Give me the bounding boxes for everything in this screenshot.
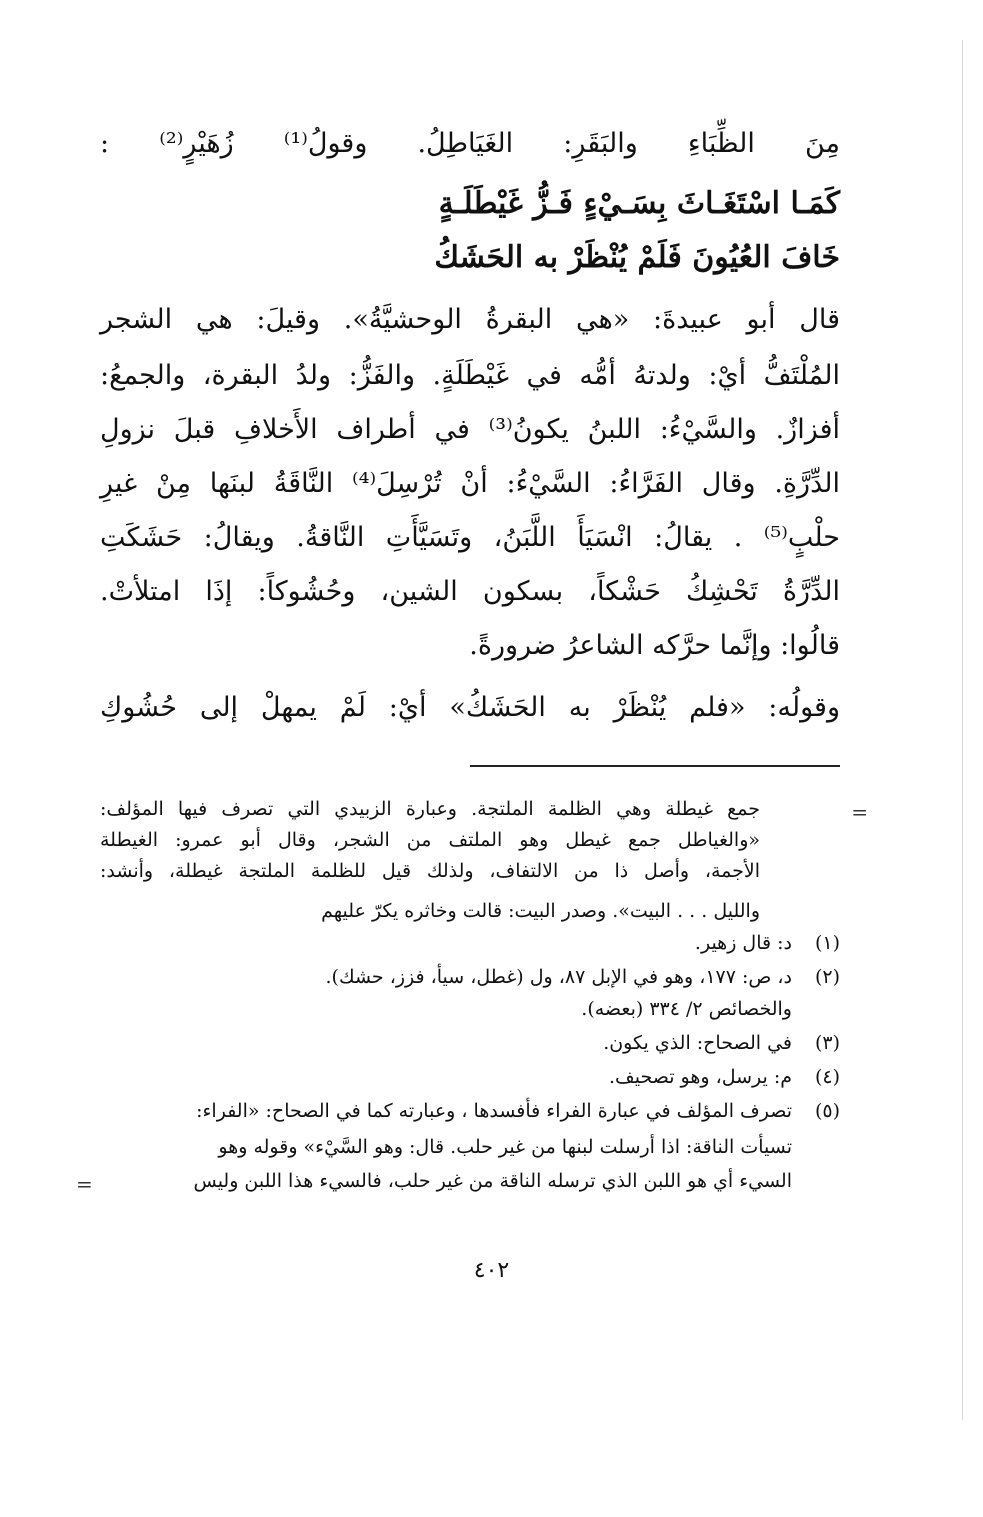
footnote-2 (100, 966, 840, 988)
paragraph-line-5: حلْبٍ⁽⁵⁾ . يقالُ: انْسَيَأَ اللَّبَنُ، وتَسَيَّأَتِ النَّاقةُ. ويقالُ: حَشَكَتِ (100, 522, 840, 553)
footnote-3-number: (٣) (814, 1032, 840, 1054)
paragraph-2-line-1: وقولُه: «فلم يُنْظَرْ به الحَشَكُ» أيْ: لَمْ يمهلْ إلى حُشُوكِ (100, 692, 840, 723)
end-continuation-marker: = (76, 1172, 93, 1196)
verse-line-2: خَافَ العُيُونَ فَلَمْ يُنْظَرْ به الحَشَكُ (434, 240, 840, 275)
continuation-marker: = (851, 800, 868, 824)
text-line-1: مِنَ الظِّبَاءِ والبَقَرِ: الغَيَاطِلُ. وقولُ⁽¹⁾ زُهَيْرٍ⁽²⁾ : (100, 128, 841, 159)
footnote-5-line-3: السيء أي هو اللبن الذي ترسله الناقة من غير حلب، فالسيء هذا اللبن وليس (193, 1170, 792, 1192)
paragraph-line-4: الدِّرَّةِ. وقال الفَرَّاءُ: السَّيْءُ: أنْ تُرْسِلَ⁽⁴⁾ النَّاقَةُ لبنَها مِنْ غيرِ (100, 468, 840, 499)
footnote-1-number: (١) (814, 932, 840, 954)
footnote-5-number: (٥) (814, 1100, 840, 1122)
paragraph-line-1: قال أبو عبيدةَ: «هي البقرةُ الوحشيَّةُ». وقيلَ: هي الشجر (100, 304, 840, 335)
footnote-5 (196, 1100, 840, 1122)
footnote-1-text: د: قال زهير. (694, 932, 792, 954)
footnote-3 (603, 1032, 840, 1054)
footnote-cont-line-2: «والغياطل جمع غيطل وهو الملتف من الشجر، وقال أبو عمرو: الغيطلة (100, 829, 760, 851)
paragraph-line-6: الدِّرَّةُ تَحْشِكُ حَشْكاً، بسكون الشين، وحُشُوكاً: إذَا امتلأتْ. (100, 576, 840, 607)
footnote-cont-line-1: جمع غيطلة وهي الظلمة الملتجة. وعبارة الزبيدي التي تصرف فيها المؤلف: (100, 798, 760, 820)
footnote-2-line-1: د، ص: ١٧٧، وهو في الإبل ٨٧، ول (غطل، سيأ، فزز، حشك). (325, 966, 792, 988)
verse-line-1: كَمَـا اسْتَغَـاثَ بِسَـيْءٍ فَـزُّ غَيْطَلَـةٍ (438, 186, 840, 221)
footnote-4 (609, 1066, 840, 1088)
footnote-cont-line-3: الأجمة، وأصل ذا من الالتفاف، ولذلك قيل للظلمة الملتجة غيطلة، وأنشد: (100, 860, 760, 882)
page-number: ٤٠٢ (473, 1258, 510, 1283)
footnote-separator (470, 765, 840, 767)
footnote-4-text: م: يرسل، وهو تصحيف. (609, 1066, 792, 1088)
footnote-2-line-2: والخصائص ٢/ ٣٣٤ (بعضه). (581, 998, 792, 1020)
page-edge-line (962, 40, 963, 1420)
footnote-4-number: (٤) (814, 1066, 840, 1088)
footnote-3-text: في الصحاح: الذي يكون. (603, 1032, 792, 1054)
footnote-2-number: (٢) (814, 966, 840, 988)
footnote-5-line-2: تسيأت الناقة: اذا أرسلت لبنها من غير حلب. قال: وهو السَّيْء» وقوله وهو (218, 1136, 792, 1158)
footnote-cont-line-4: والليل . . . البيت». وصدر البيت: قالت وخاثره يكرّ عليهم (321, 900, 760, 922)
footnote-5-line-1: تصرف المؤلف في عبارة الفراء فأفسدها ، وعبارته كما في الصحاح: «الفراء: (196, 1100, 792, 1122)
paragraph-line-3: أفزازٌ. والسَّيْءُ: اللبنُ يكونُ⁽³⁾ في أطراف الأَخلافِ قبلَ نزولِ (100, 414, 840, 445)
paragraph-line-2: المُلْتَفُّ أيْ: ولدتهُ أمُّه في غَيْطَلَةٍ. والفَزُّ: ولدُ البقرة، والجمعُ: (100, 360, 840, 391)
paragraph-line-7: قالُوا: وإنَّما حرَّكه الشاعرُ ضرورةً. (469, 630, 840, 661)
footnote-1 (695, 932, 840, 954)
